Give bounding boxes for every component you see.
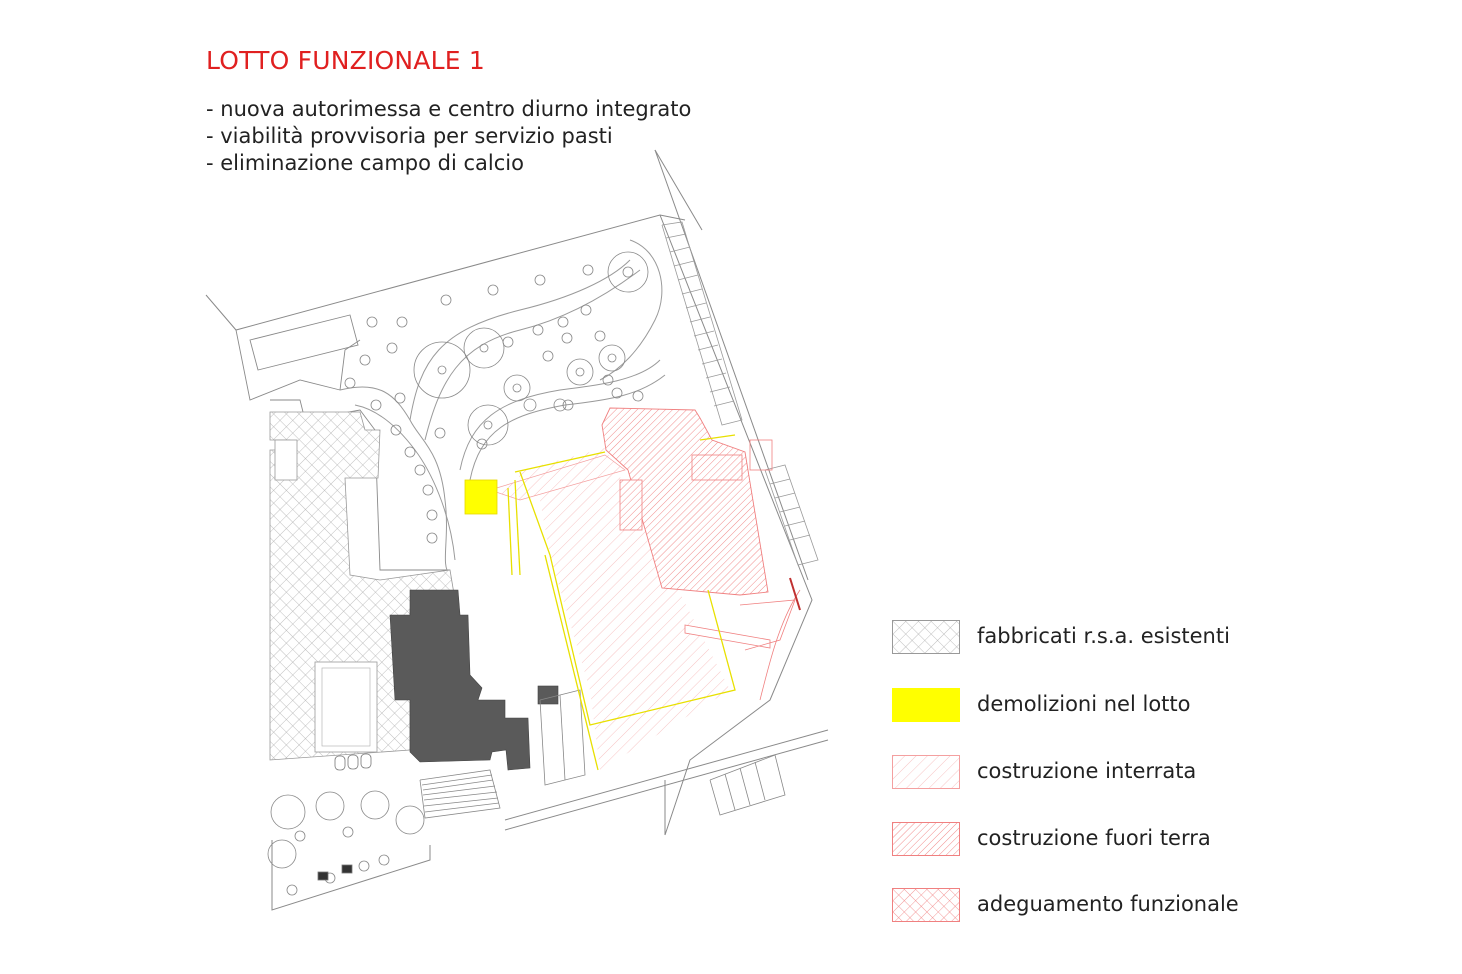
legend-item-functional: [892, 888, 1312, 922]
legend-label: fabbricati r.s.a. esistenti: [977, 624, 1230, 648]
swatch-crosshatch-red: [892, 888, 960, 922]
legend-item-underground: [892, 755, 1312, 789]
swatch-hatch-red: [892, 822, 960, 856]
legend-label: demolizioni nel lotto: [977, 692, 1191, 716]
demolition-block: [465, 480, 497, 514]
legend-item-demolition: [892, 688, 1312, 722]
swatch-solid-yellow: [892, 688, 960, 722]
legend-label: costruzione interrata: [977, 759, 1197, 783]
note-item: - eliminazione campo di calcio: [206, 151, 524, 175]
legend-label: costruzione fuori terra: [977, 826, 1211, 850]
swatch-crosshatch-gray: [892, 620, 960, 654]
swatch-hatch-light-red: [892, 755, 960, 789]
note-item: - viabilità provvisoria per servizio pasti: [206, 124, 613, 148]
note-item: - nuova autorimessa e centro diurno integrato: [206, 97, 692, 121]
page-title: LOTTO FUNZIONALE 1: [206, 46, 485, 75]
legend-label: adeguamento funzionale: [977, 892, 1239, 916]
legend-item-above-ground: [892, 822, 1312, 856]
legend-item-existing: [892, 620, 1312, 654]
dark-building: [390, 590, 558, 770]
